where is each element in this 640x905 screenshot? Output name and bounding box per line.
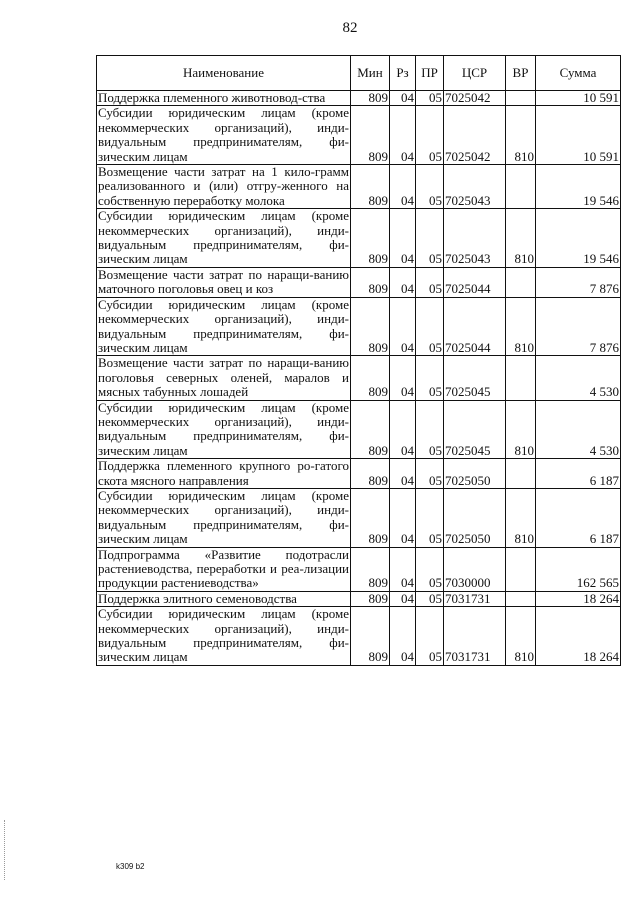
cell-vr (506, 459, 536, 489)
cell-name: Субсидии юридическим лицам (кроме некоммерческих организаций), инди-видуальным предпринимателям, фи-зическим лицам (98, 487, 349, 547)
cell-rz: 04 (390, 400, 416, 459)
cell-sum: 7 876 (536, 297, 621, 356)
cell-pr: 05 (416, 297, 444, 356)
cell-vr (506, 91, 536, 106)
cell-csr: 7025043 (444, 209, 506, 268)
table-row (97, 547, 621, 591)
cell-min: 809 (351, 459, 390, 489)
table-row (97, 165, 621, 209)
cell-sum: 19 546 (536, 165, 621, 209)
cell-rz: 04 (390, 607, 416, 666)
cell-sum: 162 565 (536, 547, 621, 591)
cell-min: 809 (351, 400, 390, 459)
cell-vr (506, 356, 536, 400)
table-row (97, 297, 621, 356)
cell-pr: 05 (416, 400, 444, 459)
cell-sum: 10 591 (536, 106, 621, 165)
cell-rz: 04 (390, 297, 416, 356)
cell-csr: 7030000 (444, 547, 506, 591)
cell-pr: 05 (416, 591, 444, 606)
cell-sum: 18 264 (536, 607, 621, 666)
cell-rz: 04 (390, 356, 416, 400)
cell-name: Субсидии юридическим лицам (кроме некоммерческих организаций), инди-видуальным предпринимателям, фи-зическим лицам (98, 296, 349, 355)
cell-sum: 10 591 (536, 91, 621, 106)
cell-name: Субсидии юридическим лицам (кроме некоммерческих организаций), инди-видуальным предпринимателям, фи-зическим лицам (98, 606, 349, 665)
cell-sum: 18 264 (536, 591, 621, 606)
cell-name: Субсидии юридическим лицам (кроме некоммерческих организаций), инди-видуальным предпринимателям, фи-зическим лицам (98, 208, 349, 267)
table-row (97, 356, 621, 400)
cell-name: Подпрограмма «Развитие подотрасли растениеводства, переработки и реа-лизации продукции растениеводства» (98, 546, 349, 591)
margin-marks (4, 820, 7, 880)
header-csr: ЦСР (444, 56, 506, 91)
cell-vr: 810 (506, 607, 536, 666)
cell-name: Поддержка племенного крупного ро-гатого скота мясного направления (98, 458, 349, 488)
table-row (97, 488, 621, 547)
cell-min: 809 (351, 591, 390, 606)
page-number: 82 (342, 20, 358, 36)
footer-code: k309 b2 (116, 862, 145, 871)
cell-sum: 6 187 (536, 488, 621, 547)
cell-min: 809 (351, 356, 390, 400)
cell-pr: 05 (416, 459, 444, 489)
header-name: Наименование (97, 56, 351, 91)
cell-pr: 05 (416, 267, 444, 297)
cell-min: 809 (351, 607, 390, 666)
cell-pr: 05 (416, 547, 444, 591)
cell-pr: 05 (416, 106, 444, 165)
cell-name: Субсидии юридическим лицам (кроме некоммерческих организаций), инди-видуальным предпринимателям, фи-зическим лицам (98, 399, 349, 458)
cell-min: 809 (351, 297, 390, 356)
cell-csr: 7025045 (444, 400, 506, 459)
cell-rz: 04 (390, 591, 416, 606)
cell-sum: 7 876 (536, 267, 621, 297)
cell-name: Поддержка племенного животновод-ства (97, 91, 351, 106)
cell-rz: 04 (390, 209, 416, 268)
cell-min: 809 (351, 209, 390, 268)
table-row (97, 91, 621, 106)
table-header (97, 56, 621, 91)
cell-vr (506, 267, 536, 297)
cell-vr (506, 547, 536, 591)
cell-vr (506, 165, 536, 209)
cell-name: Поддержка элитного семеноводства (97, 591, 351, 606)
header-min: Мин (351, 56, 390, 91)
cell-rz: 04 (390, 165, 416, 209)
cell-sum: 4 530 (536, 400, 621, 459)
cell-csr: 7025044 (444, 267, 506, 297)
cell-csr: 7025042 (444, 91, 506, 106)
cell-min: 809 (351, 547, 390, 591)
table-row (97, 591, 621, 606)
cell-name: Возмещение части затрат по наращи-ванию маточного поголовья овец и коз (98, 266, 349, 297)
cell-rz: 04 (390, 91, 416, 106)
table-row (97, 459, 621, 489)
cell-min: 809 (351, 267, 390, 297)
cell-min: 809 (351, 488, 390, 547)
cell-vr: 810 (506, 297, 536, 356)
cell-name: Субсидии юридическим лицам (кроме некоммерческих организаций), инди-видуальным предпринимателям, фи-зическим лицам (98, 105, 349, 164)
cell-min: 809 (351, 106, 390, 165)
table-row (97, 106, 621, 165)
header-sum: Сумма (536, 56, 621, 91)
cell-rz: 04 (390, 488, 416, 547)
cell-csr: 7025045 (444, 356, 506, 400)
cell-vr: 810 (506, 488, 536, 547)
cell-vr (506, 591, 536, 606)
cell-csr: 7025050 (444, 488, 506, 547)
cell-name: Возмещение части затрат на 1 кило-грамм реализованного и (или) отгру-женного на собственную переработку молока (98, 164, 349, 208)
cell-pr: 05 (416, 165, 444, 209)
cell-pr: 05 (416, 356, 444, 400)
cell-vr: 810 (506, 400, 536, 459)
cell-pr: 05 (416, 607, 444, 666)
header-rz: Рз (390, 56, 416, 91)
cell-rz: 04 (390, 106, 416, 165)
header-vr: ВР (506, 56, 536, 91)
table-row (97, 209, 621, 268)
cell-sum: 4 530 (536, 356, 621, 400)
table-row (97, 607, 621, 666)
budget-table (96, 55, 621, 666)
table-body (97, 91, 621, 666)
cell-sum: 19 546 (536, 209, 621, 268)
cell-csr: 7025043 (444, 165, 506, 209)
cell-rz: 04 (390, 547, 416, 591)
cell-rz: 04 (390, 459, 416, 489)
cell-min: 809 (351, 91, 390, 106)
cell-pr: 05 (416, 209, 444, 268)
cell-vr: 810 (506, 106, 536, 165)
cell-sum: 6 187 (536, 459, 621, 489)
cell-csr: 7025044 (444, 297, 506, 356)
cell-csr: 7025042 (444, 106, 506, 165)
table-row (97, 400, 621, 459)
header-pr: ПР (416, 56, 444, 91)
cell-vr: 810 (506, 209, 536, 268)
cell-rz: 04 (390, 267, 416, 297)
cell-pr: 05 (416, 91, 444, 106)
cell-min: 809 (351, 165, 390, 209)
cell-pr: 05 (416, 488, 444, 547)
table-row (97, 267, 621, 297)
cell-csr: 7025050 (444, 459, 506, 489)
cell-csr: 7031731 (444, 607, 506, 666)
cell-name: Возмещение части затрат по наращи-ванию поголовья северных оленей, маралов и мясных табунных лошадей (98, 355, 349, 400)
cell-csr: 7031731 (444, 591, 506, 606)
